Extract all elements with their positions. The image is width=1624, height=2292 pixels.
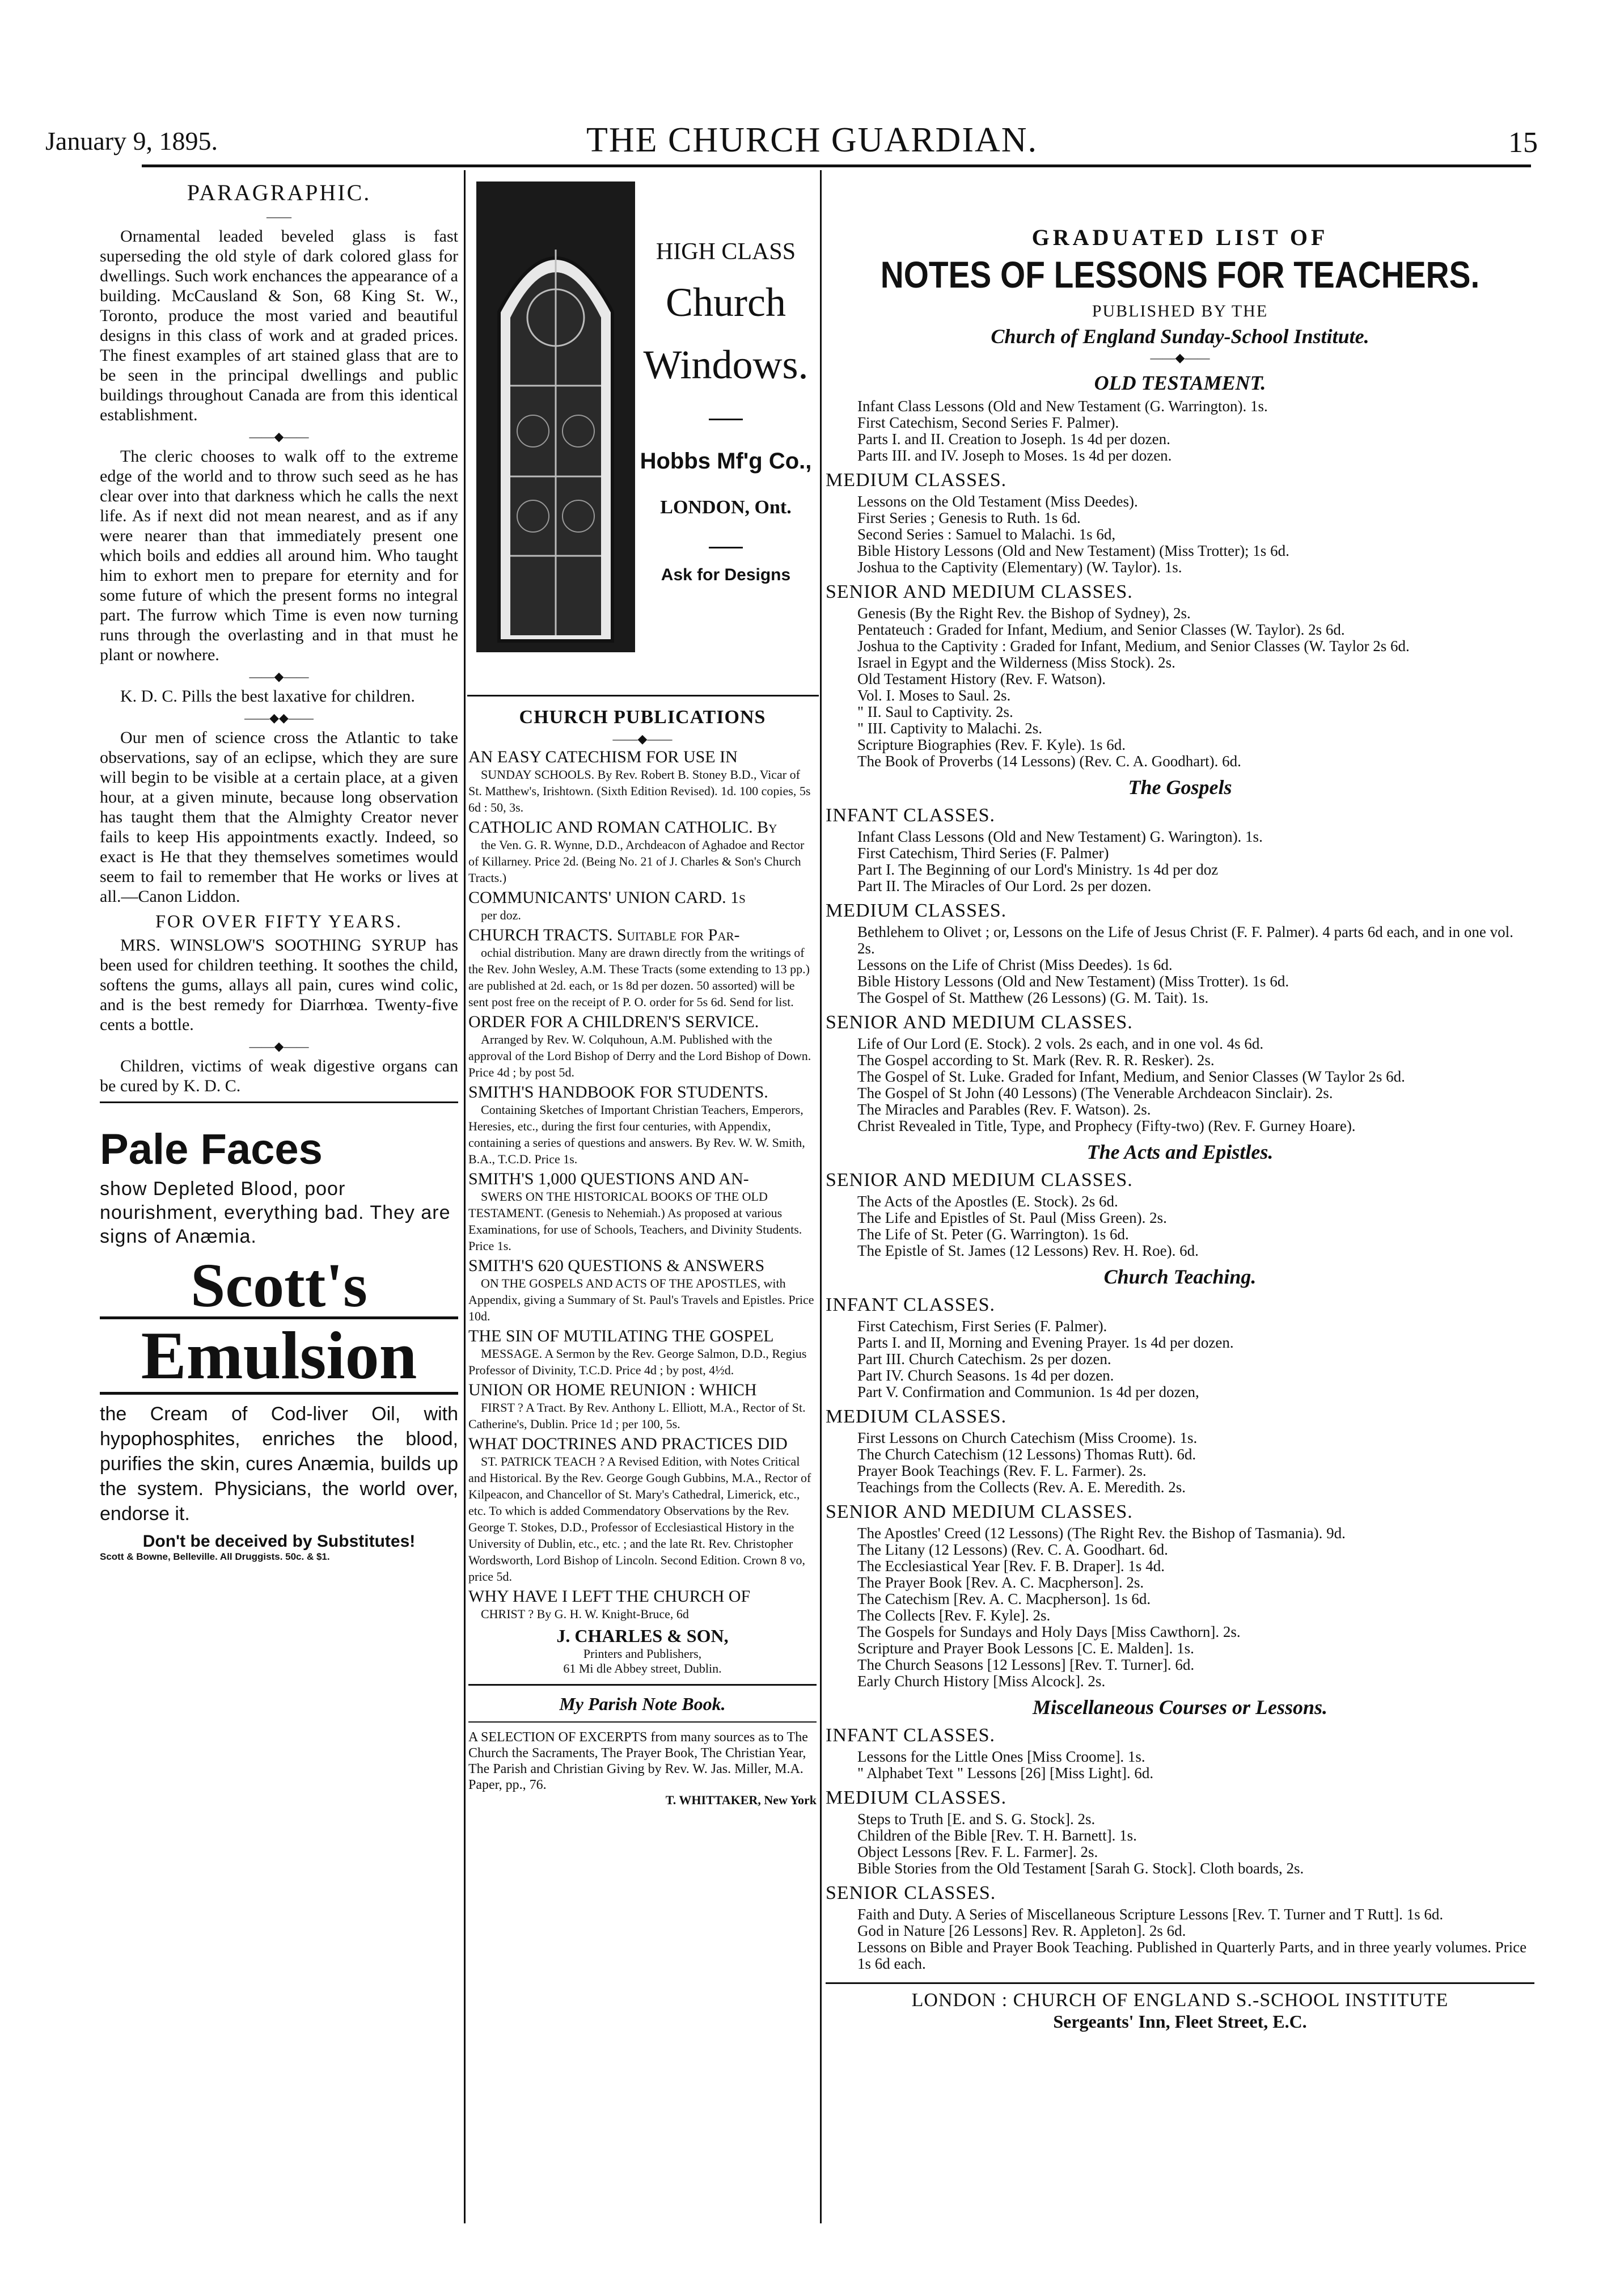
lesson-item: Lessons for the Little Ones [Miss Croome]. 1s. <box>857 1748 1145 1765</box>
lesson-item: The Miracles and Parables (Rev. F. Watson). 2s. <box>857 1101 1151 1118</box>
windows-ad-text <box>635 187 817 585</box>
column-publications <box>468 703 817 1808</box>
winslow-ad: MRS. WINSLOW'S SOOTHING SYRUP has been used for children teething. It soothes the child, softens the gums, allays all pain, cures wind colic, and is the best remedy for Diarrhœa. Twenty-five cents a bottle. <box>100 936 458 1034</box>
fifty-years-heading: FOR OVER FIFTY YEARS. <box>155 911 403 931</box>
lesson-item: The Book of Proverbs (14 Lessons) (Rev. C. A. Goodhart). 6d. <box>857 753 1241 770</box>
windows-ad-place: LONDON, Ont. <box>660 497 792 518</box>
lesson-item: Scripture Biographies (Rev. F. Kyle). 1s 6d. <box>857 736 1126 753</box>
lesson-group-heading: Miscellaneous Courses or Lessons. <box>1032 1696 1328 1719</box>
list-title-1: GRADUATED LIST OF <box>1031 225 1329 250</box>
lesson-item: The Collects [Rev. F. Kyle]. 2s. <box>857 1607 1051 1624</box>
ad-headline: Pale Faces <box>100 1125 323 1174</box>
lesson-item: " III. Captivity to Malachi. 2s. <box>857 720 1042 737</box>
lesson-item: Joshua to the Captivity : Graded for Infant, Medium, and Senior Classes (W. Taylor 2s 6d. <box>857 638 1410 655</box>
lesson-item: Bethlehem to Olivet ; or, Lessons on the Life of Jesus Christ (F. F. Palmer). 4 parts 6d each, and in one vol. 2s. <box>857 923 1513 957</box>
divider <box>709 419 743 420</box>
publication-item: SMITH'S HANDBOOK FOR STUDENTS. Containing Sketches of Important Christian Teachers, Emperors, Heresies, etc., during the first four centuries, with Appendix, containing a series of questions and answers. By Rev. W. W. Smith, B.A., T.C.D. Price 1s. <box>468 1083 805 1166</box>
page-number: 15 <box>1508 126 1538 159</box>
publisher-name: J. CHARLES & SON, <box>556 1626 729 1646</box>
lesson-item: Early Church History [Miss Alcock]. 2s. <box>857 1673 1106 1690</box>
divider: ——◆—— <box>612 732 673 746</box>
parish-note-book-body: A SELECTION OF EXCERPTS from many sources as to The Church the Sacraments, The Prayer Book, The Christian Year, The Parish and Christian Giving by Rev. W. Jas. Miller, M.A. Paper, pp., 76. <box>468 1730 808 1792</box>
column-rule-1 <box>464 170 466 2223</box>
divider <box>100 1101 458 1103</box>
class-level-label: MEDIUM CLASSES. <box>826 900 1007 921</box>
class-level-label: MEDIUM CLASSES. <box>826 1406 1007 1427</box>
scott-emulsion-ad <box>100 1126 458 1563</box>
lesson-item: The Gospel of St John (40 Lessons) (The Venerable Archdeacon Sinclair). 2s. <box>857 1084 1333 1101</box>
divider <box>467 695 819 697</box>
lesson-group-heading: The Acts and Epistles. <box>1086 1141 1274 1163</box>
divider: ——◆—— <box>1150 351 1210 365</box>
lesson-item: Part IV. Church Seasons. 1s 4d per dozen. <box>857 1367 1114 1384</box>
publication-item: SMITH'S 1,000 QUESTIONS AND AN- SWERS ON THE HISTORICAL BOOKS OF THE OLD TESTAMENT. (Genesis to Nehemiah.) As proposed at various Examinations, for use of Schools, Teachers, and Divinity Students. Price 1s. <box>468 1170 802 1253</box>
paragraph: Ornamental leaded beveled glass is fast superseding the old style of dark colored glass for dwellings. Such work enchances the appearance of a building. McCausland & Son, 68 King St. W., Toronto, produce the most varied and beautiful designs in this class of work and at graded prices. The finest examples of art stained glass that are to be seen in the principal dwellings and public buildings throughout Canada are from this identical establishment. <box>100 227 458 424</box>
class-level-label: INFANT CLASSES. <box>826 1294 996 1315</box>
ad-footer: Scott & Bowne, Belleville. All Druggists. 50c. & $1. <box>100 1551 330 1562</box>
lesson-item: Part I. The Beginning of our Lord's Ministry. 1s 4d per doz <box>857 861 1219 878</box>
lesson-item: The Gospel according to St. Mark (Rev. R. R. Resker). 2s. <box>857 1052 1215 1069</box>
lesson-item: " Alphabet Text " Lessons [26] [Miss Light]. 6d. <box>857 1765 1154 1782</box>
ad-intro: show Depleted Blood, poor nourishment, everything bad. They are signs of Anæmia. <box>100 1178 451 1247</box>
lesson-item: Bible History Lessons (Old and New Testament) (Miss Trotter); 1s 6d. <box>857 542 1289 559</box>
list-title-2: NOTES OF LESSONS FOR TEACHERS. <box>880 254 1480 296</box>
divider: —— <box>267 209 291 223</box>
lesson-item: The Life of St. Peter (G. Warrington). 1s 6d. <box>857 1226 1129 1243</box>
lesson-item: The Gospel of St. Matthew (26 Lessons) (G. M. Tait). 1s. <box>857 989 1209 1006</box>
lesson-item: Prayer Book Teachings (Rev. F. L. Farmer). 2s. <box>857 1462 1147 1479</box>
header-rule <box>142 164 1531 167</box>
lesson-item: The Church Catechism (12 Lessons) Thomas Rutt). 6d. <box>857 1446 1196 1463</box>
lesson-item: Bible Stories from the Old Testament [Sarah G. Stock]. Cloth boards, 2s. <box>857 1860 1304 1877</box>
footer-address: Sergeants' Inn, Fleet Street, E.C. <box>1053 2011 1307 2032</box>
class-level-label: SENIOR AND MEDIUM CLASSES. <box>826 1170 1133 1191</box>
issue-date: January 9, 1895. <box>45 126 218 155</box>
divider <box>826 1982 1534 1984</box>
lesson-item: Object Lessons [Rev. F. L. Farmer]. 2s. <box>857 1843 1098 1860</box>
children-kdc: Children, victims of weak digestive organs can be cured by K. D. C. <box>100 1057 458 1095</box>
lesson-item: Parts III. and IV. Joseph to Moses. 1s 4d per dozen. <box>857 447 1172 464</box>
lesson-item: The Life and Epistles of St. Paul (Miss Green). 2s. <box>857 1209 1167 1226</box>
paragraph: The cleric chooses to walk off to the extreme edge of the world and to throw such seed as he has clear over into that darkness which he calls the next life. As if next did not mean nearest, and as if any were nearer than that immediately present one which boils and eddies all around him. Who taught him to exhort men to prepare for eternity and for some future of which the present forms no integral part. The furrow which Time is even now turning runs through the overlasting and in that must he plant or nowhere. <box>100 447 458 664</box>
lesson-item: Lessons on the Old Testament (Miss Deedes). <box>857 493 1138 510</box>
lesson-item: Infant Class Lessons (Old and New Testament (G. Warrington). 1s. <box>857 398 1268 415</box>
lesson-item: Children of the Bible [Rev. T. H. Barnett]. 1s. <box>857 1827 1137 1844</box>
lesson-item: Infant Class Lessons (Old and New Testament) G. Warington). 1s. <box>857 828 1263 845</box>
lesson-item: Bible History Lessons (Old and New Testament) (Miss Trotter). 1s 6d. <box>857 973 1289 990</box>
lesson-group-heading: Church Teaching. <box>1103 1265 1257 1288</box>
divider: ——◆—— <box>249 669 309 683</box>
publication-item: UNION OR HOME REUNION : WHICH FIRST ? A Tract. By Rev. Anthony L. Elliott, M.A., Rector of St. Catherine's, Dublin. Price 1d ; per 100, 5s. <box>468 1381 806 1431</box>
publication-item: SMITH'S 620 QUESTIONS & ANSWERS ON THE GOSPELS AND ACTS OF THE APOSTLES, with Appendix, giving a Summary of St. Paul's Travels and Epistles. Price 10d. <box>468 1256 814 1323</box>
class-level-label: SENIOR AND MEDIUM CLASSES. <box>826 581 1133 602</box>
ad-body: the Cream of Cod-liver Oil, with hypophosphites, enriches the blood, purifies the skin, cures Anæmia, builds up the system. Physicians, the world over, endorse it. <box>100 1403 458 1525</box>
divider <box>709 547 743 548</box>
ad-brand-line2: Emulsion <box>100 1319 458 1395</box>
class-level-label: SENIOR AND MEDIUM CLASSES. <box>826 1501 1133 1522</box>
lesson-item: Part V. Confirmation and Communion. 1s 4d per dozen, <box>857 1383 1199 1400</box>
ad-warning: Don't be deceived by Substitutes! <box>142 1532 416 1551</box>
lesson-item: The Church Seasons [12 Lessons] [Rev. T. Turner]. 6d. <box>857 1656 1195 1673</box>
lesson-item: God in Nature [26 Lessons] Rev. R. Appleton]. 2s 6d. <box>857 1922 1186 1939</box>
lesson-item: First Series ; Genesis to Ruth. 1s 6d. <box>857 509 1081 526</box>
lesson-item: The Litany (12 Lessons) (Rev. C. A. Goodhart. 6d. <box>857 1541 1168 1558</box>
lesson-item: Part III. Church Catechism. 2s per dozen. <box>857 1350 1111 1367</box>
publication-item: THE SIN OF MUTILATING THE GOSPEL MESSAGE. A Sermon by the Rev. George Salmon, D.D., Regius Professor of Divinity, T.C.D. Price 4d ; by post, 4½d. <box>468 1327 807 1377</box>
lesson-item: Second Series : Samuel to Malachi. 1s 6d, <box>857 526 1116 543</box>
stained-glass-window-illustration <box>476 181 635 652</box>
paragraph: Our men of science cross the Atlantic to take observations, say of an eclipse, which they are sure will begin to be visible at a certain place, at a given hour, at a given minute, because long observation has taught them that the Almighty Creator never fails to keep His appointments exactly. Indeed, so exact is He that they themselves sometimes would seem to fail to remember that He works or lives at all.—Canon Liddon. <box>100 728 458 906</box>
windows-ad-line3: Windows. <box>643 342 809 387</box>
lesson-group-heading: The Gospels <box>1128 776 1232 799</box>
lesson-item: Lessons on the Life of Christ (Miss Deedes). 1s 6d. <box>857 956 1173 973</box>
lesson-item: The Prayer Book [Rev. A. C. Macpherson]. 2s. <box>857 1574 1144 1591</box>
lesson-item: Genesis (By the Right Rev. the Bishop of Sydney), 2s. <box>857 605 1191 622</box>
class-level-label: MEDIUM CLASSES. <box>826 1787 1007 1808</box>
column-paragraphic <box>100 176 458 1563</box>
publisher-line3: 61 Mi dle Abbey street, Dublin. <box>563 1661 722 1675</box>
lesson-item: First Catechism, Third Series (F. Palmer) <box>857 845 1109 862</box>
publications-heading: CHURCH PUBLICATIONS <box>519 707 766 728</box>
lesson-item: Joshua to the Captivity (Elementary) (W. Taylor). 1s. <box>857 559 1182 576</box>
lesson-item: Teachings from the Collects (Rev. A. E. Meredith. 2s. <box>857 1479 1186 1496</box>
publication-item: CHURCH TRACTS. Suitable for Par- ochial distribution. Many are drawn directly from the writings of the Rev. John Wesley, A.M. These Tracts (some extending to 13 pp.) are published at 2d. each, or 1s 8d per dozen. 50 assorted) will be sent post free on the receipt of P. O. order for 5s 6d. Send for list. <box>468 926 810 1009</box>
windows-ad-maker: Hobbs Mf'g Co., <box>640 449 812 474</box>
parish-note-book-title: My Parish Note Book. <box>559 1694 726 1714</box>
divider <box>468 1684 817 1686</box>
class-level-label: MEDIUM CLASSES. <box>826 470 1007 491</box>
publication-item: WHAT DOCTRINES AND PRACTICES DID ST. PATRICK TEACH ? A Revised Edition, with Notes Critical and Historical. By the Rev. George Gough Gubbins, M.A., Rector of Kilpeacon, and Chancellor of St. Mary's Cathedral, Limerick, etc., etc. To which is added Commendatory Observations by the Rev. George T. Stokes, D.D., Professor of Ecclesiastical History in the University of Dublin, etc., etc. ; and the late Rt. Rev. Christopher Wordsworth, Lord Bishop of Lincoln. Second Edition. Crown 8 vo, price 5d. <box>468 1434 811 1584</box>
lesson-item: The Gospel of St. Luke. Graded for Infant, Medium, and Senior Classes (W Taylor 2s 6d. <box>857 1068 1405 1085</box>
publication-item: CATHOLIC AND ROMAN CATHOLIC. By the Ven. G. R. Wynne, D.D., Archdeacon of Aghadoe and Rector of Killarney. Price 2d. (Being No. 21 of J. Charles & Son's Church Tracts.) <box>468 818 805 885</box>
lesson-item: The Apostles' Creed (12 Lessons) (The Right Rev. the Bishop of Tasmania). 9d. <box>857 1525 1346 1542</box>
publication-list <box>468 749 817 1622</box>
lesson-item: The Ecclesiastical Year [Rev. F. B. Draper]. 1s 4d. <box>857 1557 1165 1575</box>
parish-publisher: T. WHITTAKER, New York <box>665 1793 817 1807</box>
lesson-item: The Gospels for Sundays and Holy Days [Miss Cawthorn]. 2s. <box>857 1623 1241 1640</box>
divider <box>468 1721 817 1723</box>
publication-item: COMMUNICANTS' UNION CARD. 1s per doz. <box>468 888 746 922</box>
column-rule-2 <box>820 170 822 2223</box>
lesson-item: First Catechism, First Series (F. Palmer). <box>857 1318 1107 1335</box>
lesson-item: Lessons on Bible and Prayer Book Teaching. Published in Quarterly Parts, and in three yearly volumes. Price 1s 6d each. <box>857 1939 1527 1972</box>
divider: ——◆—— <box>249 1039 309 1053</box>
divider: ——◆◆—— <box>244 711 314 725</box>
lesson-item: Scripture and Prayer Book Lessons [C. E. Malden]. 1s. <box>857 1640 1194 1657</box>
lesson-item: Part II. The Miracles of Our Lord. 2s per dozen. <box>857 877 1152 894</box>
institute-name: Church of England Sunday-School Institute. <box>991 325 1369 348</box>
lesson-item: The Epistle of St. James (12 Lessons) Rev. H. Roe). 6d. <box>857 1242 1199 1259</box>
divider: ——◆—— <box>249 429 309 444</box>
publication-item: WHY HAVE I LEFT THE CHURCH OF CHRIST ? By G. H. W. Knight-Bruce, 6d <box>468 1587 751 1621</box>
lesson-group-heading: OLD TESTAMENT. <box>1094 372 1266 394</box>
windows-ad-line2: Church <box>666 280 786 325</box>
lesson-item: Old Testament History (Rev. F. Watson). <box>857 670 1106 687</box>
class-level-label: INFANT CLASSES. <box>826 1725 996 1746</box>
windows-ad-cta: Ask for Designs <box>661 565 791 584</box>
paragraph: K. D. C. Pills the best laxative for children. <box>120 687 415 706</box>
lesson-item: First Catechism, Second Series F. Palmer). <box>857 414 1119 431</box>
lesson-item: Vol. I. Moses to Saul. 2s. <box>857 687 1011 704</box>
lesson-item: " II. Saul to Captivity. 2s. <box>857 703 1013 720</box>
masthead: THE CHURCH GUARDIAN. <box>586 121 1038 159</box>
class-level-label: INFANT CLASSES. <box>826 805 996 826</box>
lesson-item: First Lessons on Church Catechism (Miss Croome). 1s. <box>857 1429 1198 1446</box>
published-by: PUBLISHED BY THE <box>1092 302 1268 320</box>
lesson-item: The Catechism [Rev. A. C. Macpherson]. 1s 6d. <box>857 1590 1151 1607</box>
lesson-item: Parts I. and II, Morning and Evening Prayer. 1s 4d per dozen. <box>857 1334 1234 1351</box>
ad-brand-line1: Scott's <box>100 1254 458 1319</box>
column-notes-of-lessons <box>826 224 1534 2032</box>
lesson-item: The Acts of the Apostles (E. Stock). 2s 6d. <box>857 1193 1118 1210</box>
publisher-line2: Printers and Publishers, <box>583 1647 702 1661</box>
lesson-item: Faith and Duty. A Series of Miscellaneous Scripture Lessons [Rev. T. Turner and T Rutt]. 1s 6d. <box>857 1906 1444 1923</box>
publication-item: AN EASY CATECHISM FOR USE IN SUNDAY SCHOOLS. By Rev. Robert B. Stoney B.D., Vicar of St. Matthew's, Irishtown. (Sixth Edition Revised). 1d. 100 copies, 5s 6d : 50, 3s. <box>468 748 811 814</box>
lesson-item: Steps to Truth [E. and S. G. Stock]. 2s. <box>857 1810 1096 1827</box>
publication-item: ORDER FOR A CHILDREN'S SERVICE. Arranged by Rev. W. Colquhoun, A.M. Published with the approval of the Lord Bishop of Derry and the Lord Bishop of Down. Price 4d ; by post 5d. <box>468 1012 811 1079</box>
lesson-item: Pentateuch : Graded for Infant, Medium, and Senior Classes (W. Taylor). 2s 6d. <box>857 621 1345 638</box>
lesson-item: Life of Our Lord (E. Stock). 2 vols. 2s each, and in one vol. 4s 6d. <box>857 1035 1264 1052</box>
class-level-label: SENIOR CLASSES. <box>826 1882 996 1903</box>
section-title-paragraphic: PARAGRAPHIC. <box>187 180 371 205</box>
lesson-groups <box>826 371 1534 1972</box>
footer-institute: LONDON : CHURCH OF ENGLAND S.-SCHOOL INSTITUTE <box>911 1990 1449 2011</box>
lesson-item: Israel in Egypt and the Wilderness (Miss Stock). 2s. <box>857 654 1175 671</box>
class-level-label: SENIOR AND MEDIUM CLASSES. <box>826 1012 1133 1033</box>
lesson-item: Christ Revealed in Title, Type, and Prophecy (Fifty-two) (Rev. F. Gurney Hoare). <box>857 1117 1356 1134</box>
windows-ad-line1: HIGH CLASS <box>655 239 796 265</box>
lesson-item: Parts I. and II. Creation to Joseph. 1s 4d per dozen. <box>857 430 1170 448</box>
